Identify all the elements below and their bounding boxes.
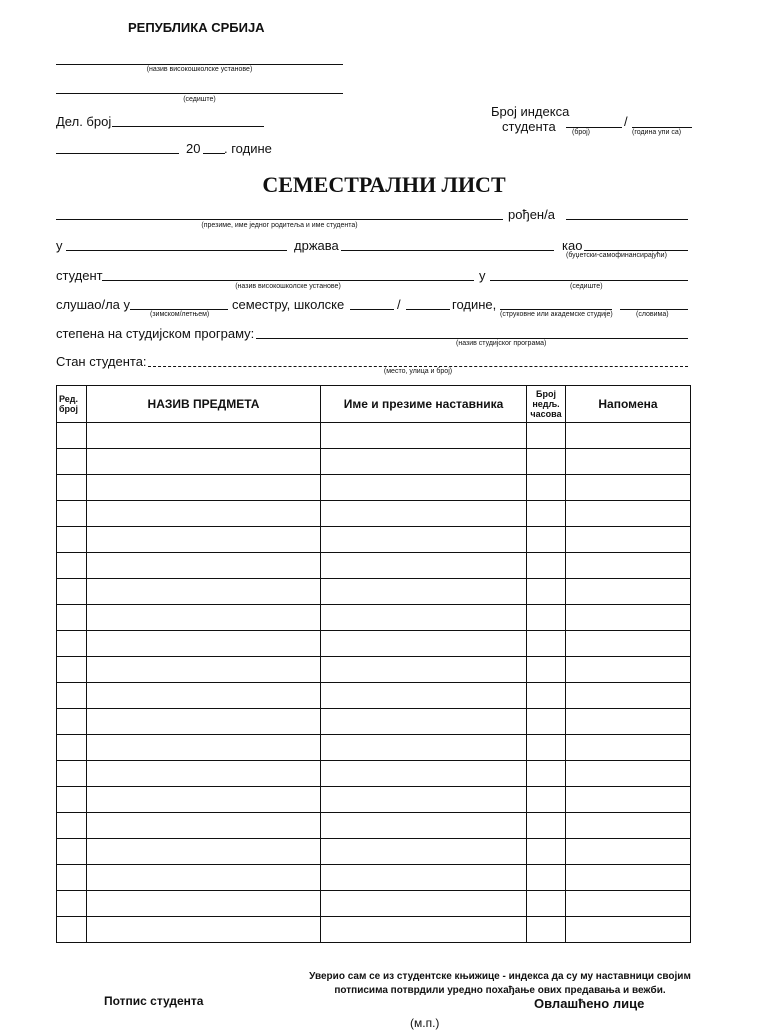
verify-line-1: Уверио сам се из студентске књижице - индекса да су му наставници својим: [309, 971, 691, 982]
table-header-row: [57, 386, 691, 423]
table-row: [57, 917, 691, 943]
address-caption: (место, улица и број): [383, 368, 453, 375]
hours-cell[interactable]: [527, 761, 566, 787]
years-label: године,: [452, 297, 497, 312]
teacher-cell[interactable]: [321, 891, 527, 917]
hours-cell[interactable]: [527, 501, 566, 527]
date-line[interactable]: [56, 153, 179, 154]
year-suffix: . године: [224, 141, 272, 156]
index-slash: /: [624, 114, 628, 129]
table-row: [57, 605, 691, 631]
degree-caption: (словима): [636, 311, 669, 318]
table-row: [57, 683, 691, 709]
student-institution-caption: (назив високошколске установе): [235, 283, 341, 290]
program-line[interactable]: [256, 338, 688, 339]
teacher-cell[interactable]: [321, 527, 527, 553]
table-row: [57, 813, 691, 839]
num-cell[interactable]: [57, 917, 87, 943]
header-num: Ред. број: [57, 386, 87, 423]
num-cell[interactable]: [57, 709, 87, 735]
country-label: држава: [294, 238, 339, 253]
teacher-cell[interactable]: [321, 761, 527, 787]
note-cell[interactable]: [566, 657, 691, 683]
subject-cell[interactable]: [87, 813, 321, 839]
study-type-line[interactable]: [500, 309, 612, 310]
financing-caption: (буџетски-самофинансирајући): [566, 252, 667, 259]
stamp-label: (м.п.): [410, 1016, 440, 1030]
subject-cell[interactable]: [87, 501, 321, 527]
subject-cell[interactable]: [87, 683, 321, 709]
note-cell[interactable]: [566, 423, 691, 449]
institution-caption: (назив високошколске установе): [146, 66, 253, 73]
num-cell[interactable]: [57, 579, 87, 605]
hours-cell[interactable]: [527, 423, 566, 449]
page-title: СЕМЕСТРАЛНИ ЛИСТ: [262, 172, 506, 197]
teacher-cell[interactable]: [321, 631, 527, 657]
teacher-cell[interactable]: [321, 475, 527, 501]
subject-cell[interactable]: [87, 449, 321, 475]
hours-cell[interactable]: [527, 839, 566, 865]
teacher-cell[interactable]: [321, 683, 527, 709]
degree-label: степена на студијском програму:: [56, 326, 255, 341]
teacher-cell[interactable]: [321, 787, 527, 813]
student-signature-label: Потпис студента: [104, 994, 204, 1008]
seat-caption: (седиште): [183, 96, 216, 103]
index-caption-number: (број): [572, 129, 591, 136]
header-subject: НАЗИВ ПРЕДМЕТА: [87, 386, 321, 423]
degree-line[interactable]: [620, 309, 688, 310]
note-cell[interactable]: [566, 761, 691, 787]
hours-cell[interactable]: [527, 683, 566, 709]
teacher-cell[interactable]: [321, 553, 527, 579]
header-note: Напомена: [566, 386, 691, 423]
residence-label: Стан студента:: [56, 354, 147, 369]
study-type-caption: (струковне или академске студије): [500, 311, 613, 318]
subject-cell[interactable]: [87, 605, 321, 631]
country-line[interactable]: [341, 250, 554, 251]
hours-cell[interactable]: [527, 735, 566, 761]
num-cell[interactable]: [57, 683, 87, 709]
teacher-cell[interactable]: [321, 813, 527, 839]
num-cell[interactable]: [57, 605, 87, 631]
subject-cell[interactable]: [87, 891, 321, 917]
born-label: рођен/а: [508, 207, 555, 222]
student-institution-line[interactable]: [102, 280, 474, 281]
hours-cell[interactable]: [527, 891, 566, 917]
institution-line[interactable]: [56, 64, 343, 65]
note-cell[interactable]: [566, 501, 691, 527]
in2-label: у: [479, 268, 486, 283]
student-seat-caption: (седиште): [570, 283, 603, 290]
hours-cell[interactable]: [527, 813, 566, 839]
subject-cell[interactable]: [87, 527, 321, 553]
subject-cell[interactable]: [87, 553, 321, 579]
hours-cell[interactable]: [527, 917, 566, 943]
note-cell[interactable]: [566, 553, 691, 579]
hours-cell[interactable]: [527, 631, 566, 657]
residence-line[interactable]: [148, 366, 688, 367]
semester-text: семестру, школске: [232, 297, 345, 312]
subject-cell[interactable]: [87, 787, 321, 813]
authorized-person-label: Овлашћено лице: [534, 996, 645, 1011]
hours-cell[interactable]: [527, 449, 566, 475]
teacher-cell[interactable]: [321, 735, 527, 761]
teacher-cell[interactable]: [321, 917, 527, 943]
student-seat-line[interactable]: [490, 280, 688, 281]
num-cell[interactable]: [57, 423, 87, 449]
semester-line[interactable]: [130, 309, 228, 310]
note-cell[interactable]: [566, 839, 691, 865]
year-line[interactable]: [203, 153, 225, 154]
republic-title: РЕПУБЛИКА СРБИЈА: [128, 20, 265, 35]
hours-cell[interactable]: [527, 553, 566, 579]
table-row: [57, 501, 691, 527]
birthplace-line[interactable]: [66, 250, 287, 251]
subject-cell[interactable]: [87, 839, 321, 865]
school-year-start-line[interactable]: [350, 309, 394, 310]
num-cell[interactable]: [57, 475, 87, 501]
hours-cell[interactable]: [527, 787, 566, 813]
index-number-line[interactable]: [566, 127, 622, 128]
table-row: [57, 709, 691, 735]
verify-line-2: потписима потврдили уредно похађање ових предавања и вежби.: [334, 985, 666, 996]
header-hours: Број недљ. часова: [527, 386, 566, 423]
table-row: [57, 423, 691, 449]
teacher-cell[interactable]: [321, 709, 527, 735]
table-row: [57, 891, 691, 917]
subject-cell[interactable]: [87, 865, 321, 891]
teacher-cell[interactable]: [321, 605, 527, 631]
note-cell[interactable]: [566, 735, 691, 761]
subject-cell[interactable]: [87, 631, 321, 657]
note-cell[interactable]: [566, 579, 691, 605]
teacher-cell[interactable]: [321, 423, 527, 449]
name-caption: (презиме, име једног родитеља и име студента): [201, 222, 358, 229]
teacher-cell[interactable]: [321, 579, 527, 605]
num-cell[interactable]: [57, 813, 87, 839]
num-cell[interactable]: [57, 449, 87, 475]
name-line[interactable]: [56, 219, 503, 220]
num-cell[interactable]: [57, 631, 87, 657]
table-row: [57, 865, 691, 891]
index-caption-year: (година упи са): [632, 129, 682, 136]
num-cell[interactable]: [57, 839, 87, 865]
num-cell[interactable]: [57, 891, 87, 917]
note-cell[interactable]: [566, 449, 691, 475]
table-row: [57, 449, 691, 475]
as-label: као: [562, 238, 583, 253]
del-broj-label: Дел. број: [56, 114, 112, 129]
note-cell[interactable]: [566, 917, 691, 943]
header-teacher: Име и презиме наставника: [321, 386, 527, 423]
teacher-cell[interactable]: [321, 657, 527, 683]
program-caption: (назив студијског програма): [456, 340, 547, 347]
num-cell[interactable]: [57, 527, 87, 553]
school-year-end-line[interactable]: [406, 309, 450, 310]
subject-cell[interactable]: [87, 735, 321, 761]
teacher-cell[interactable]: [321, 865, 527, 891]
table-row: [57, 527, 691, 553]
note-cell[interactable]: [566, 527, 691, 553]
student-label: студент: [56, 268, 103, 283]
school-year-slash: /: [397, 297, 401, 312]
table-row: [57, 553, 691, 579]
hours-cell[interactable]: [527, 527, 566, 553]
table-row: [57, 657, 691, 683]
subject-cell[interactable]: [87, 709, 321, 735]
in-label: у: [56, 238, 63, 253]
num-cell[interactable]: [57, 553, 87, 579]
note-cell[interactable]: [566, 891, 691, 917]
hours-cell[interactable]: [527, 605, 566, 631]
index-year-line[interactable]: [632, 127, 692, 128]
note-cell[interactable]: [566, 865, 691, 891]
teacher-cell[interactable]: [321, 839, 527, 865]
index-label-1: Број индекса: [491, 104, 570, 119]
note-cell[interactable]: [566, 813, 691, 839]
num-cell[interactable]: [57, 787, 87, 813]
table-row: [57, 761, 691, 787]
subject-cell[interactable]: [87, 761, 321, 787]
table-row: [57, 787, 691, 813]
financing-line[interactable]: [584, 250, 688, 251]
birth-date-line[interactable]: [566, 219, 688, 220]
num-cell[interactable]: [57, 657, 87, 683]
num-cell[interactable]: [57, 735, 87, 761]
subject-cell[interactable]: [87, 423, 321, 449]
note-cell[interactable]: [566, 475, 691, 501]
del-broj-line[interactable]: [112, 126, 264, 127]
num-cell[interactable]: [57, 761, 87, 787]
teacher-cell[interactable]: [321, 449, 527, 475]
hours-cell[interactable]: [527, 579, 566, 605]
note-cell[interactable]: [566, 683, 691, 709]
attended-label: слушао/ла у: [56, 297, 131, 312]
table-row: [57, 839, 691, 865]
note-cell[interactable]: [566, 709, 691, 735]
subjects-table: [56, 385, 691, 943]
hours-cell[interactable]: [527, 709, 566, 735]
subject-cell[interactable]: [87, 475, 321, 501]
table-row: [57, 475, 691, 501]
table-row: [57, 631, 691, 657]
subject-cell[interactable]: [87, 579, 321, 605]
table-row: [57, 579, 691, 605]
table-row: [57, 735, 691, 761]
seat-line[interactable]: [56, 93, 343, 94]
year-prefix: 20: [186, 141, 201, 156]
note-cell[interactable]: [566, 787, 691, 813]
num-cell[interactable]: [57, 865, 87, 891]
subject-cell[interactable]: [87, 657, 321, 683]
hours-cell[interactable]: [527, 475, 566, 501]
note-cell[interactable]: [566, 605, 691, 631]
hours-cell[interactable]: [527, 865, 566, 891]
num-cell[interactable]: [57, 501, 87, 527]
note-cell[interactable]: [566, 631, 691, 657]
teacher-cell[interactable]: [321, 501, 527, 527]
semester-caption: (зимском/летњем): [150, 311, 210, 318]
hours-cell[interactable]: [527, 657, 566, 683]
subject-cell[interactable]: [87, 917, 321, 943]
index-label-2: студента: [502, 119, 556, 134]
